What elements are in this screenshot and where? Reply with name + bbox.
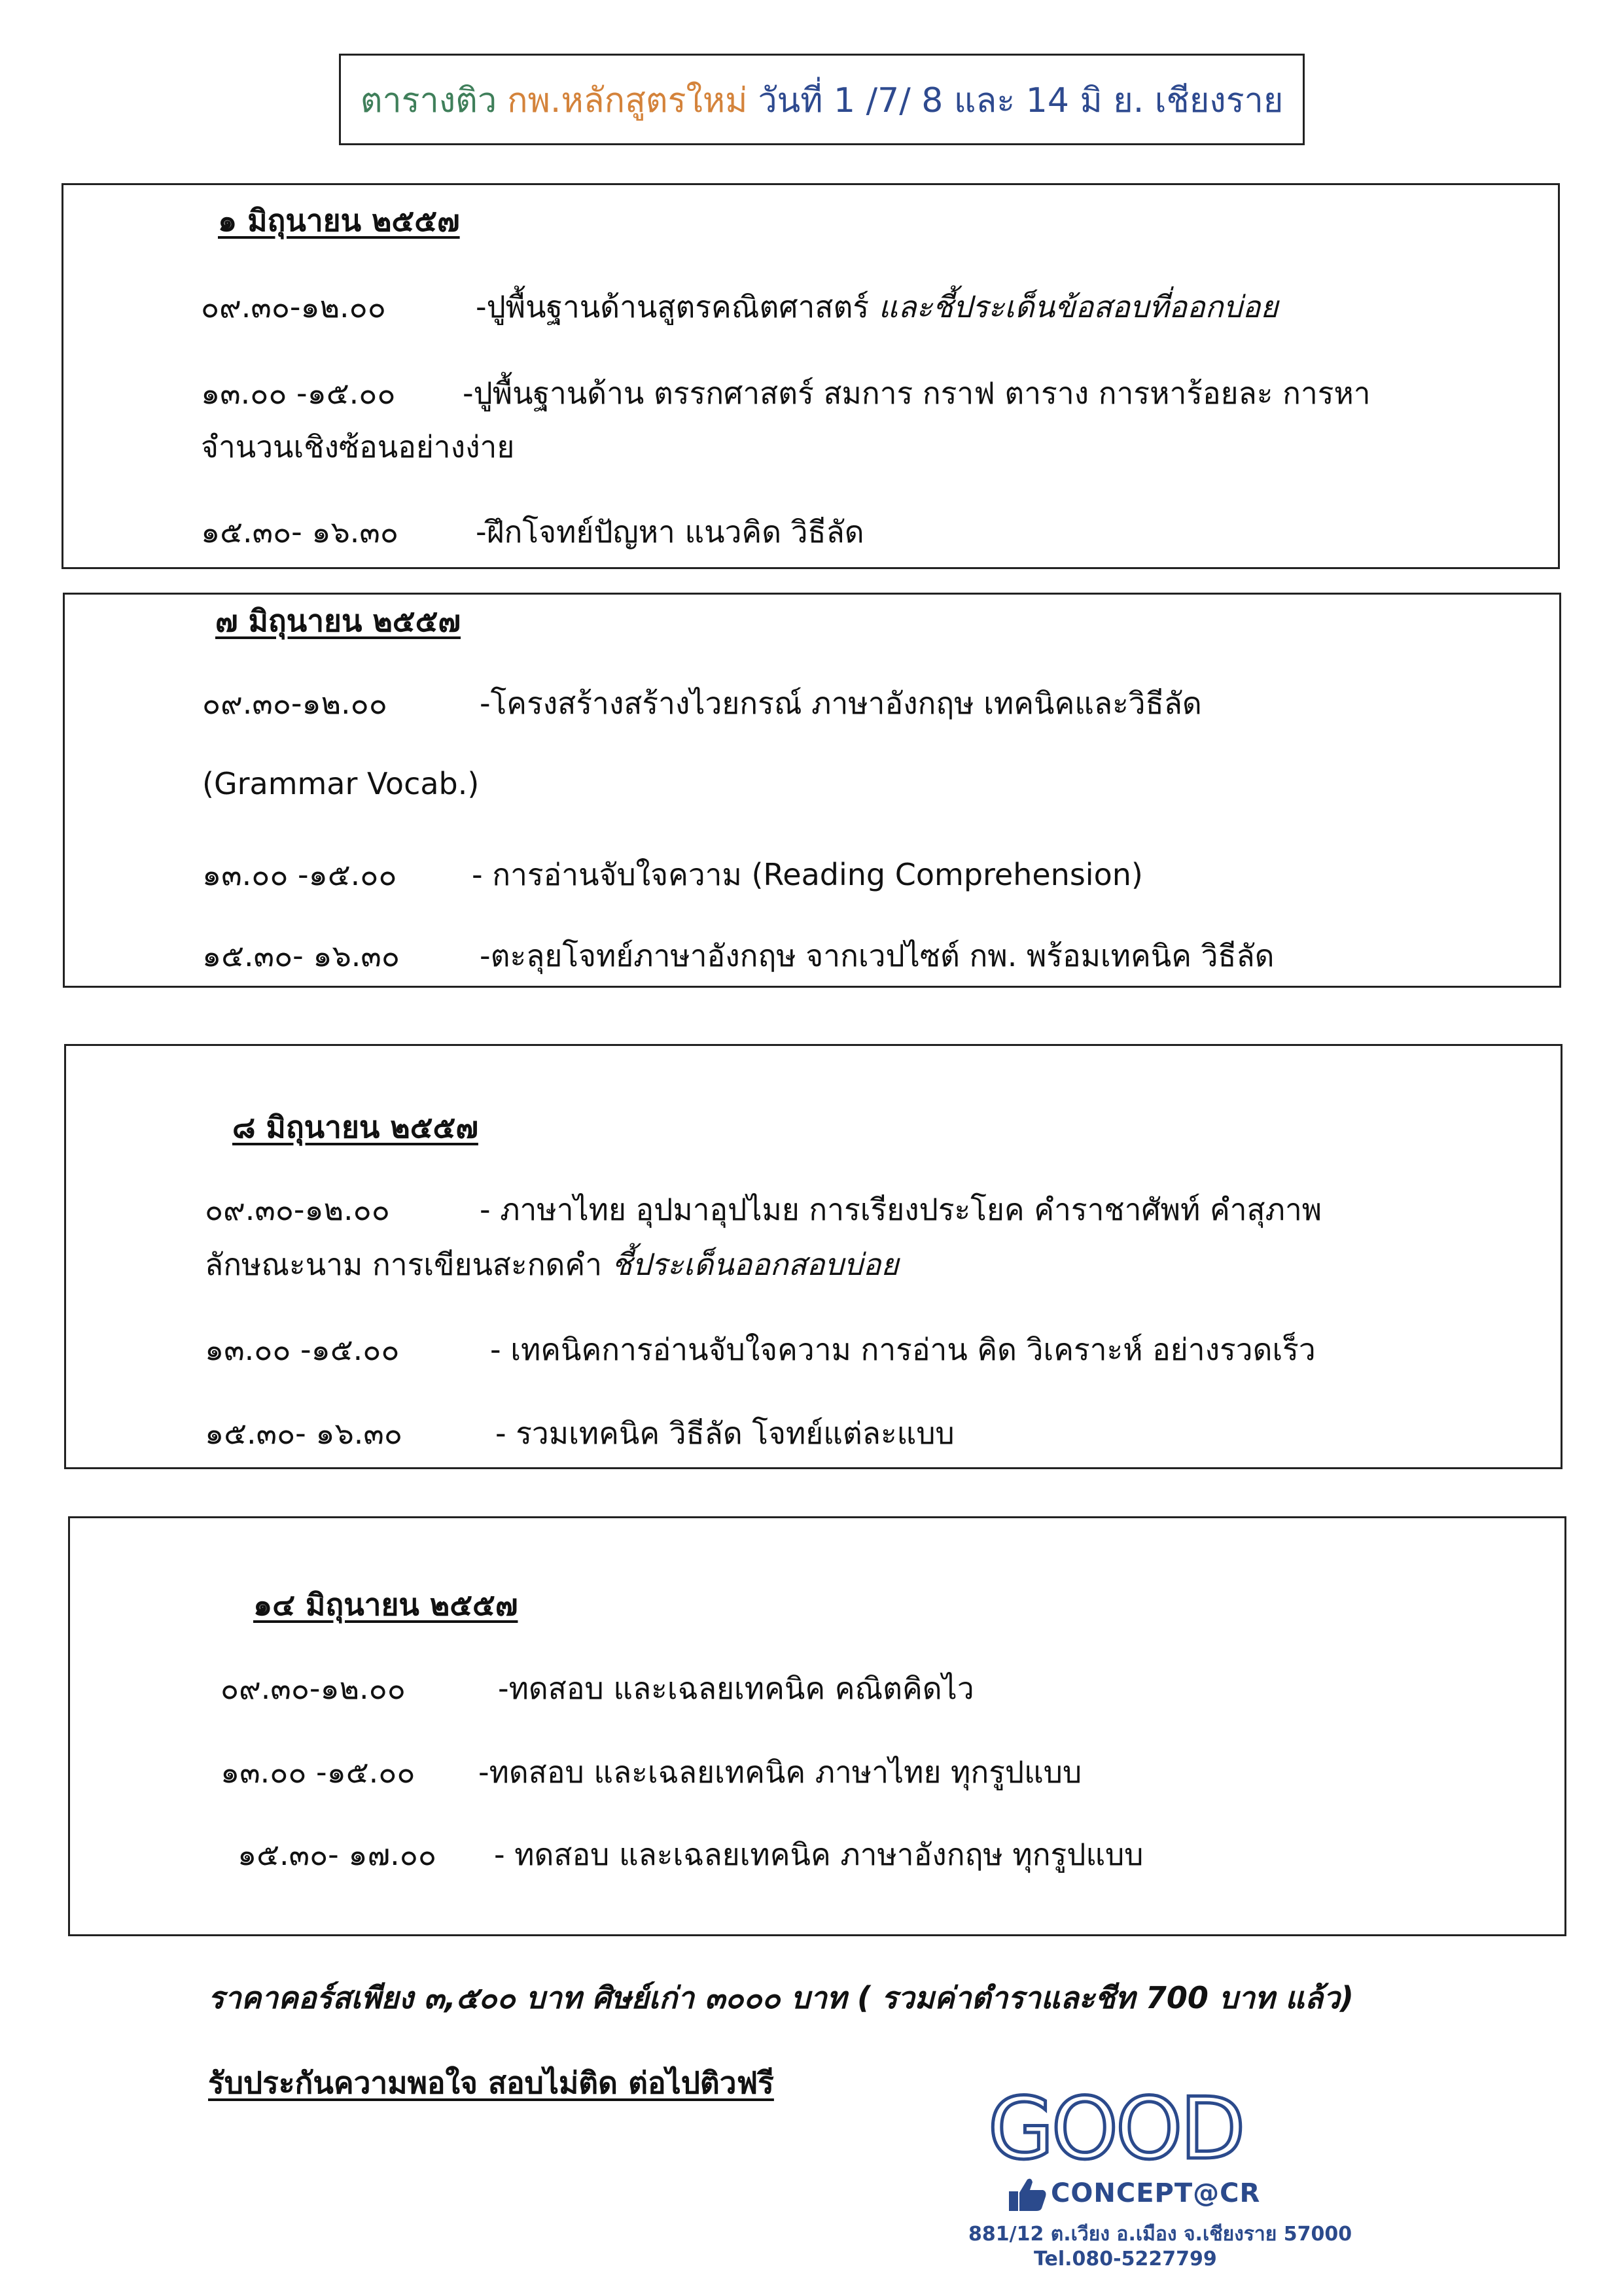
logo-tagline: CONCEPT@CR — [1051, 2178, 1261, 2208]
title-part-1: ตารางติว — [360, 80, 497, 120]
session-time: ๑๓.๐๐ -๑๕.๐๐ — [205, 1332, 400, 1367]
session-desc-continued: (Grammar Vocab.) — [202, 766, 480, 801]
day-box-1 — [62, 183, 1560, 569]
day-heading: ๑ มิถุนายน ๒๕๕๗ — [218, 203, 460, 238]
session-desc-text: -ปูพื้นฐานด้านสูตรคณิตศาสตร์ — [476, 289, 870, 324]
logo — [968, 2079, 1352, 2276]
session-desc: - ทดสอบ และเฉลยเทคนิค ภาษาอังกฤษ ทุกรูปแบบ — [494, 1837, 1144, 1872]
logo-word: GOOD — [988, 2079, 1243, 2178]
title-part-2: กพ.หลักสูตรใหม่ — [507, 80, 748, 120]
guarantee-line: รับประกันความพอใจ สอบไม่ติด ต่อไปติวฟรี — [208, 2065, 774, 2100]
session-time: ๐๙.๓๐-๑๒.๐๐ — [202, 686, 387, 721]
session-desc: -ทดสอบ และเฉลยเทคนิค คณิตคิดไว — [498, 1671, 974, 1706]
session-time: ๐๙.๓๐-๑๒.๐๐ — [221, 1671, 406, 1706]
session-desc — [476, 283, 1278, 331]
session-time: ๑๓.๐๐ -๑๕.๐๐ — [221, 1754, 415, 1790]
day-box-2 — [63, 593, 1561, 988]
logo-address: 881/12 ต.เวียง อ.เมือง จ.เชียงราย 57000 — [968, 2223, 1352, 2246]
session-desc-continued: จำนวนเชิงซ้อนอย่างง่าย — [201, 429, 515, 464]
thumbs-up-icon — [1008, 2177, 1047, 2212]
day-heading: ๑๔ มิถุนายน ๒๕๕๗ — [253, 1587, 518, 1622]
title-part-3: วันที่ 1 /7/ 8 และ 14 มิ ย. เชียงราย — [758, 80, 1284, 120]
session-desc-italic: และชี้ประเด็นข้อสอบที่ออกบ่อย — [878, 289, 1279, 324]
session-desc-continued — [205, 1241, 898, 1289]
session-time: ๑๕.๓๐- ๑๖.๓๐ — [202, 938, 400, 973]
day-box-3 — [64, 1044, 1562, 1469]
session-desc: -ตะลุยโจทย์ภาษาอังกฤษ จากเวปไซต์ กพ. พร้อมเทคนิค วิธีลัด — [480, 938, 1275, 973]
session-time: ๐๙.๓๐-๑๒.๐๐ — [205, 1192, 390, 1227]
day-heading: ๗ มิถุนายน ๒๕๕๗ — [215, 603, 461, 638]
session-desc: -โครงสร้างสร้างไวยกรณ์ ภาษาอังกฤษ เทคนิคและวิธีลัด — [480, 686, 1202, 721]
session-desc: -ทดสอบ และเฉลยเทคนิค ภาษาไทย ทุกรูปแบบ — [478, 1754, 1082, 1790]
session-desc: - เทคนิคการอ่านจับใจความ การอ่าน คิด วิเคราะห์ อย่างรวดเร็ว — [490, 1332, 1316, 1367]
session-desc-continued-italic: ชี้ประเด็นออกสอบบ่อย — [611, 1247, 899, 1282]
session-time: ๑๕.๓๐- ๑๖.๓๐ — [201, 514, 398, 549]
session-desc: -ฝึกโจทย์ปัญหา แนวคิด วิธีลัด — [476, 514, 864, 549]
price-line: ราคาคอร์สเพียง ๓,๕๐๐ บาท ศิษย์เก่า ๓๐๐๐ บาท ( รวมค่าตำราและชีท 700 บาท แล้ว) — [208, 1980, 1354, 2015]
session-desc: - ภาษาไทย อุปมาอุปไมย การเรียงประโยค คำราชาศัพท์ คำสุภาพ — [480, 1192, 1322, 1227]
logo-tel: Tel.080-5227799 — [1034, 2248, 1217, 2270]
session-time: ๑๕.๓๐- ๑๗.๐๐ — [238, 1837, 436, 1872]
day-heading: ๘ มิถุนายน ๒๕๕๗ — [232, 1109, 478, 1145]
session-desc-continued-text: ลักษณะนาม การเขียนสะกดคำ — [205, 1247, 603, 1282]
title-box — [339, 54, 1305, 145]
day-box-4 — [68, 1516, 1566, 1936]
session-desc: - รวมเทคนิค วิธีลัด โจทย์แต่ละแบบ — [495, 1416, 955, 1451]
session-time: ๑๓.๐๐ -๑๕.๐๐ — [202, 857, 397, 892]
session-time: ๐๙.๓๐-๑๒.๐๐ — [201, 289, 386, 324]
session-desc: -ปูพื้นฐานด้าน ตรรกศาสตร์ สมการ กราฟ ตาราง การหาร้อยละ การหา — [463, 375, 1371, 411]
session-time: ๑๓.๐๐ -๑๕.๐๐ — [201, 375, 396, 411]
session-desc: - การอ่านจับใจความ (Reading Comprehension) — [472, 857, 1143, 892]
session-time: ๑๕.๓๐- ๑๖.๓๐ — [205, 1416, 402, 1451]
